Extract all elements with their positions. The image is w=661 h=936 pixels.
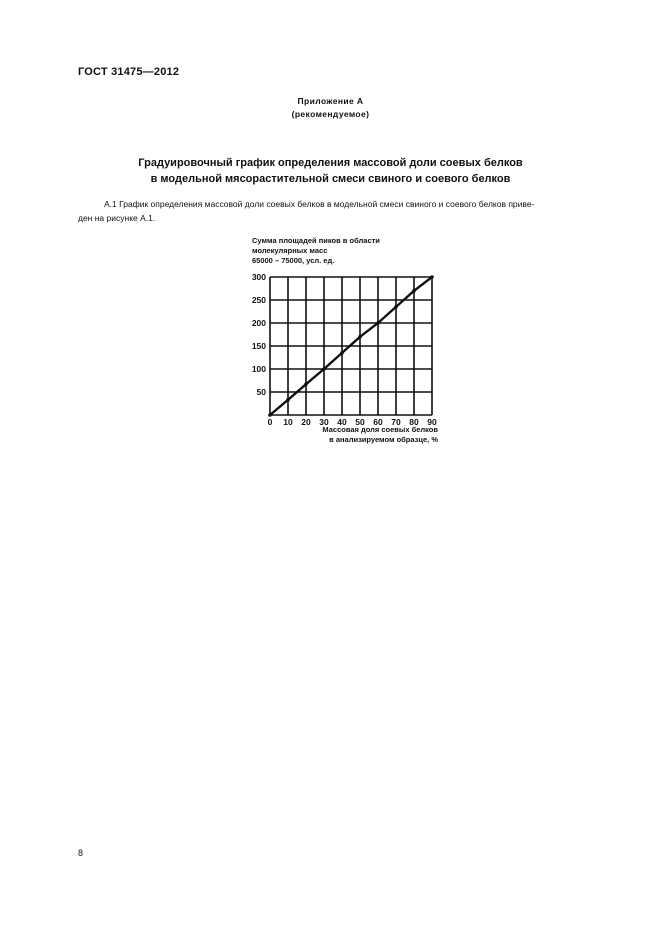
data-point — [376, 321, 380, 325]
y-tick-label: 100 — [251, 364, 266, 374]
y-axis-label-line-1: Сумма площадей пиков в области — [252, 236, 380, 245]
x-axis-label — [290, 425, 438, 445]
y-tick-label: 50 — [256, 387, 266, 397]
y-tick-label: 150 — [251, 341, 266, 351]
paragraph-line-2: ден на рисунке А.1. — [78, 213, 156, 223]
x-tick-label: 70 — [391, 417, 401, 427]
x-tick-label: 40 — [337, 417, 347, 427]
annex-status: (рекомендуемое) — [291, 109, 370, 119]
data-point — [430, 275, 434, 279]
x-axis-label-line-2: в анализируемом образце, % — [329, 435, 438, 444]
x-tick-label: 80 — [409, 417, 419, 427]
x-tick-label: 90 — [427, 417, 437, 427]
x-axis-label-line-1: Массовая доля соевых белков — [322, 425, 438, 434]
y-axis-label-line-3: 65000 – 75000, усл. ед. — [252, 256, 335, 265]
x-tick-label: 30 — [319, 417, 329, 427]
data-point — [394, 305, 398, 309]
paragraph-line-1: А.1 График определения массовой доли соевых белков в модельной смеси свиного и соевого белков приве- — [104, 199, 535, 209]
annex-label: Приложение А — [297, 96, 364, 106]
data-point — [358, 335, 362, 339]
y-tick-label: 200 — [251, 318, 266, 328]
x-tick-label: 20 — [301, 417, 311, 427]
standard-code: ГОСТ 31475—2012 — [78, 66, 180, 78]
data-point — [286, 398, 290, 402]
section-title-line-1: Градуировочный график определения массовой доли соевых белков — [138, 157, 523, 169]
y-tick-label: 250 — [251, 295, 266, 305]
x-tick-label: 50 — [355, 417, 365, 427]
data-point — [322, 367, 326, 371]
page-number: 8 — [78, 848, 84, 858]
x-tick-label: 60 — [373, 417, 383, 427]
y-axis-label-line-2: молекулярных масс — [252, 246, 328, 255]
x-tick-label: 10 — [283, 417, 293, 427]
data-point — [340, 351, 344, 355]
y-tick-label: 300 — [251, 272, 266, 282]
section-title-line-2: в модельной мясорастительной смеси свиного и соевого белков — [150, 173, 511, 185]
x-tick-label: 0 — [267, 417, 273, 427]
data-point — [304, 382, 308, 386]
data-point — [412, 289, 416, 293]
